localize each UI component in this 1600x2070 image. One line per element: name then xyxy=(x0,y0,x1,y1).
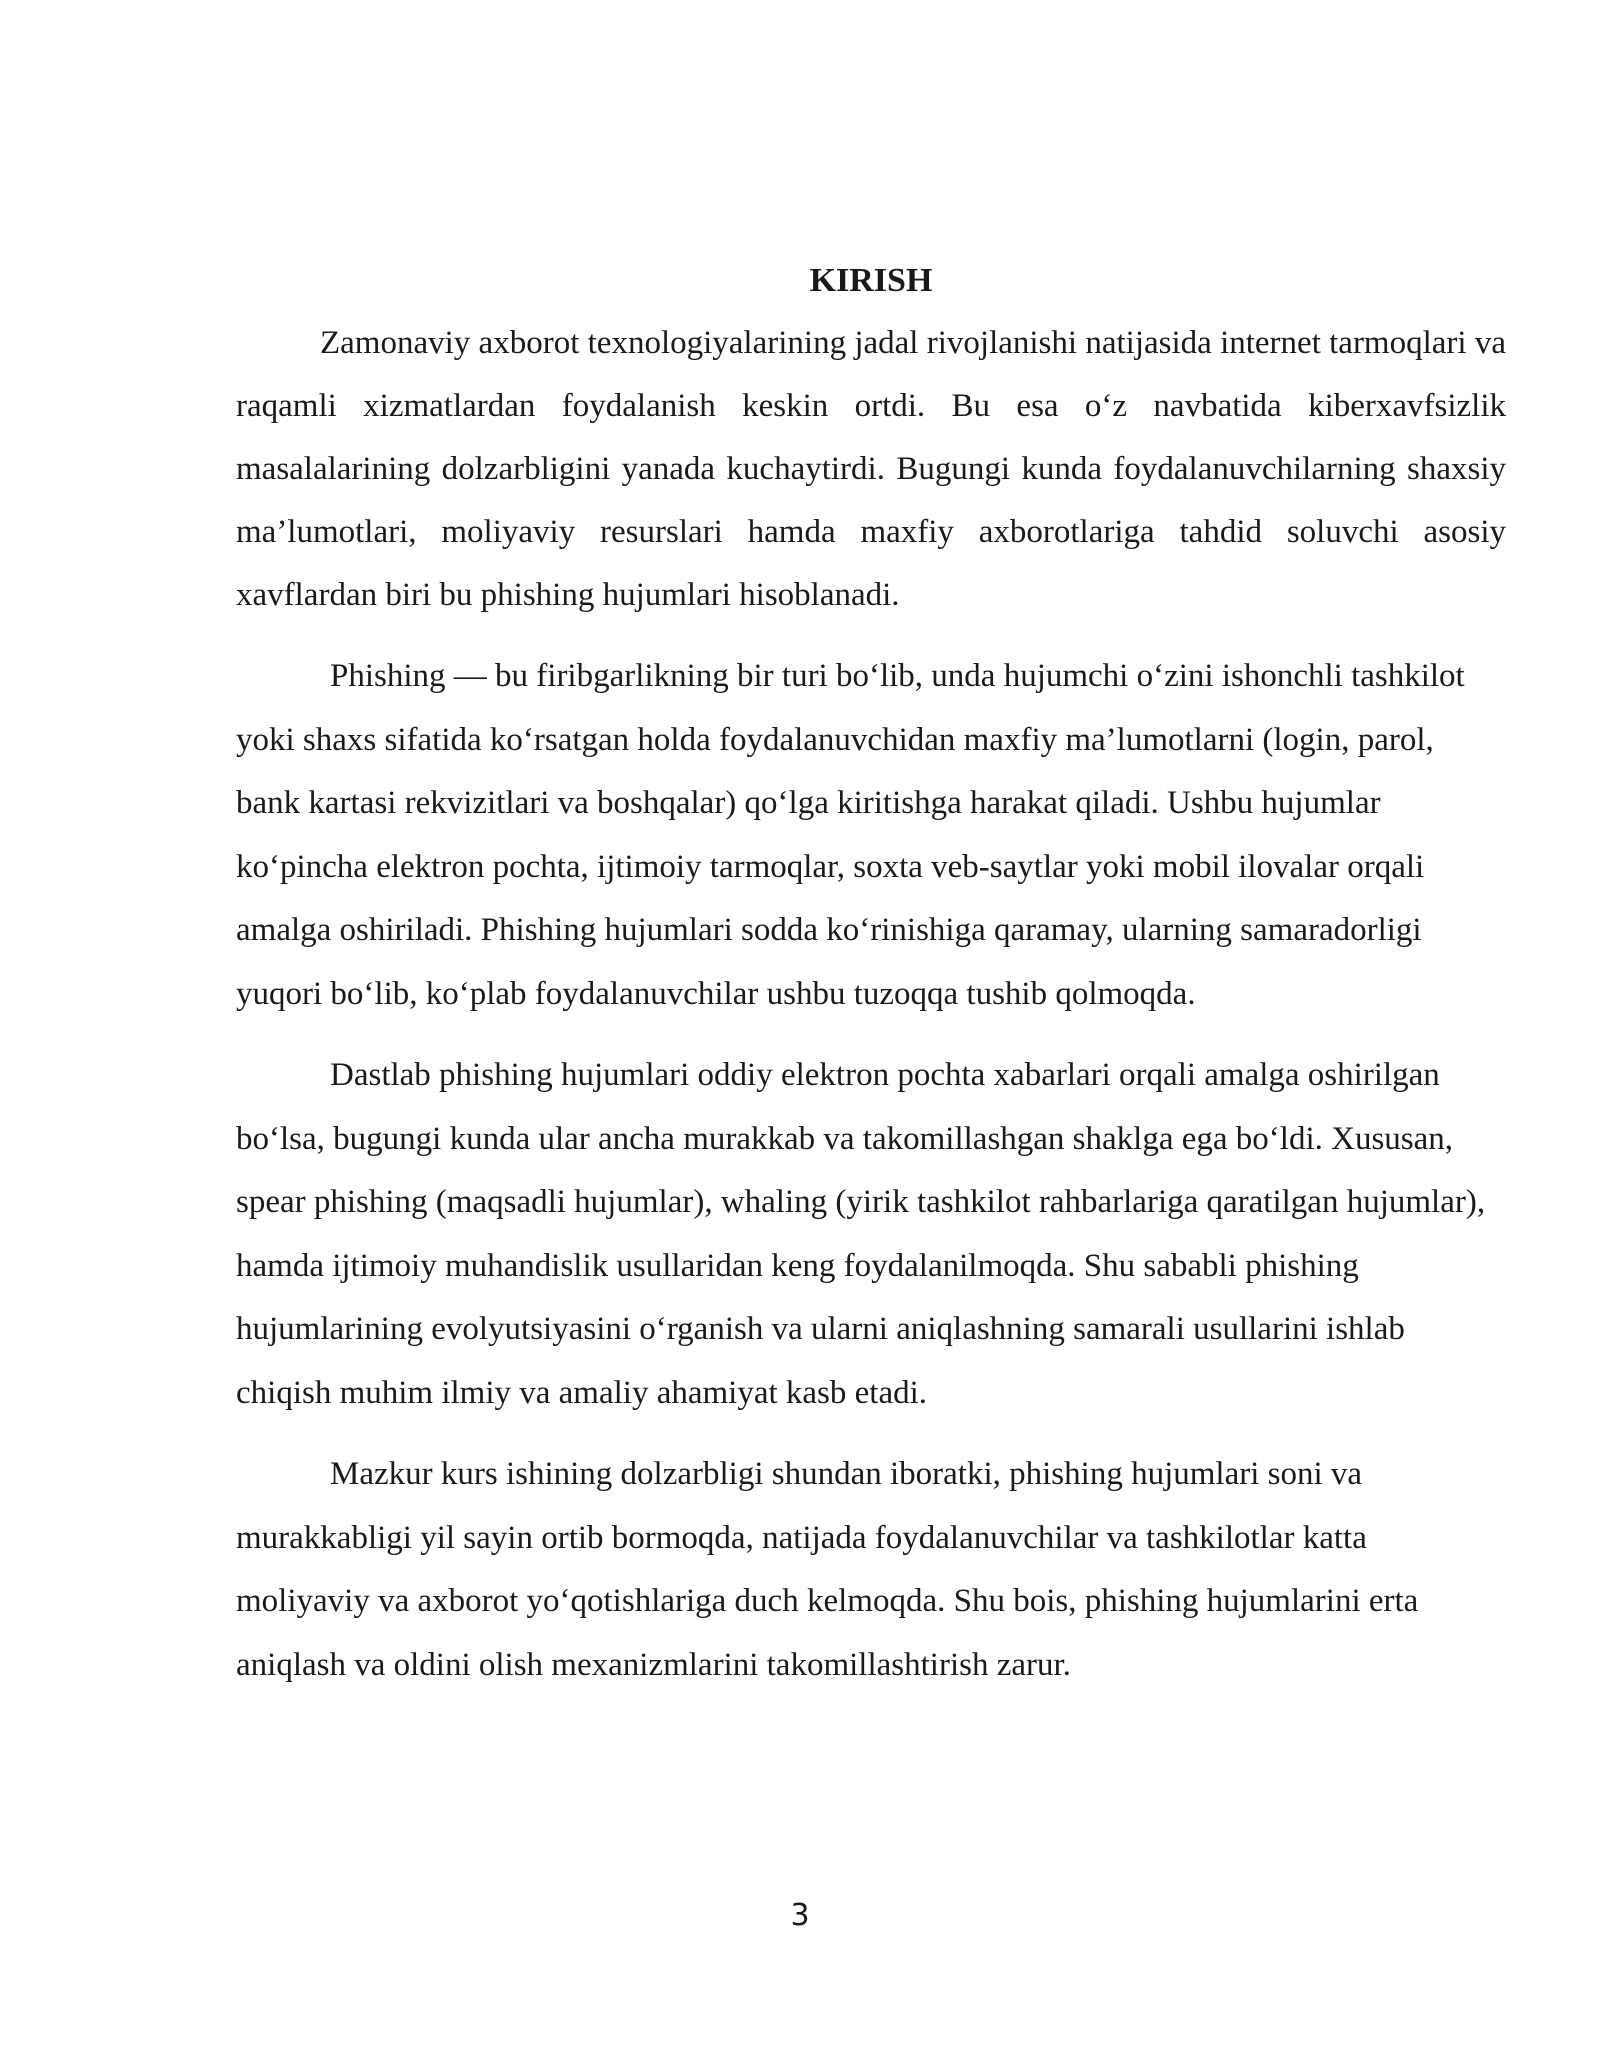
paragraph-4: Mazkur kurs ishining dolzarbligi shundan iboratki, phishing hujumlari soni va murakkabligi yil sayin ortib bormoqda, natijada foydalanuvchilar va tashkilotlar katta moliyaviy va axborot yo‘qotishlariga duch kelmoqda. Shu bois, phishing hujumlarini erta aniqlash va oldini olish mexanizmlarini takomillashtirish zarur. xyxy=(236,1456,1419,1683)
paragraph-3: Dastlab phishing hujumlari oddiy elektron pochta xabarlari orqali amalga oshirilgan bo‘lsa, bugungi kunda ular ancha murakkab va takomillashgan shaklga ega bo‘ldi. Xususan, spear phishing (maqsadli hujumlar), whaling (yirik tashkilot rahbarlariga qaratilgan hujumlar), hamda ijtimoiy muhandislik usullaridan keng foydalanilmoqda. Shu sababli phishing hujumlarining evolyutsiyasini o‘rganish va ularni aniqlashning samarali usullarini ishlab chiqish muhim ilmiy va amaliy ahamiyat kasb etadi. xyxy=(236,1057,1486,1411)
page-number: 3 xyxy=(790,1898,810,1933)
page-content xyxy=(236,256,1506,1697)
section-heading: KIRISH xyxy=(809,262,933,299)
paragraph-2: Phishing — bu firibgarlikning bir turi bo‘lib, unda hujumchi o‘zini ishonchli tashkilot yoki shaxs sifatida ko‘rsatgan holda foydalanuvchidan maxfiy ma’lumotlarni (login, parol, bank kartasi rekvizitlari va boshqalar) qo‘lga kiritishga harakat qiladi. Ushbu hujumlar ko‘pincha elektron pochta, ijtimoiy tarmoqlar, soxta veb-saytlar yoki mobil ilovalar orqali amalga oshiriladi. Phishing hujumlari sodda ko‘rinishiga qaramay, ularning samaradorligi yuqori bo‘lib, ko‘plab foydalanuvchilar ushbu tuzoqqa tushib qolmoqda. xyxy=(236,658,1465,1012)
paragraph-1: Zamonaviy axborot texnologiyalarining jadal rivojlanishi natijasida internet tarmoqlari va raqamli xizmatlardan foydalanish keskin ortdi. Bu esa o‘z navbatida kiberxavfsizlik masalalarining dolzarbligini yanada kuchaytirdi. Bugungi kunda foydalanuvchilarning shaxsiy ma’lumotlari, moliyaviy resurslari hamda maxfiy axborotlariga tahdid soluvchi asosiy xavflardan biri bu phishing hujumlari hisoblanadi. xyxy=(236,325,1506,613)
